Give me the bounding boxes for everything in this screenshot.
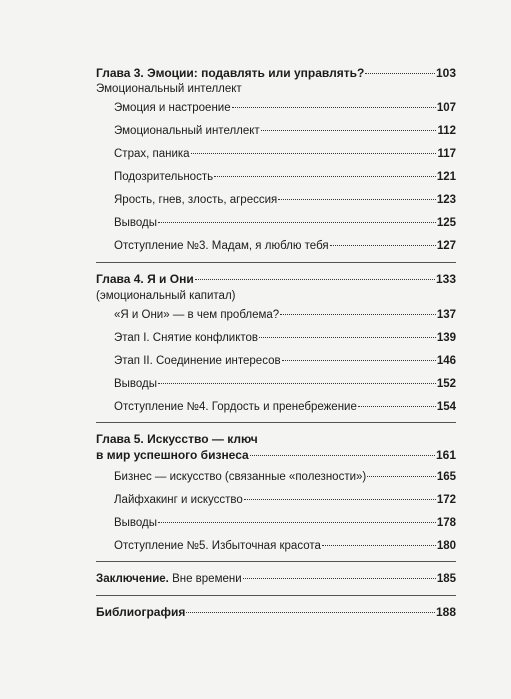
- page-number: 146: [436, 355, 456, 367]
- page-number: 103: [435, 66, 456, 80]
- leader-dots: [358, 406, 436, 407]
- leader-dots: [195, 279, 435, 280]
- page-number: 117: [437, 148, 456, 160]
- leader-dots: [158, 522, 436, 523]
- toc-item: [114, 216, 456, 230]
- toc-item: [114, 354, 456, 368]
- chapter-title: Глава 4. Я и Они: [96, 272, 194, 286]
- leader-dots: [278, 199, 436, 200]
- toc-item-label: Эмоциональный интеллект: [114, 125, 260, 137]
- toc-item: [114, 516, 456, 530]
- toc-item-label: Отступление №4. Гордость и пренебрежение: [114, 401, 357, 413]
- leader-dots: [365, 73, 435, 74]
- toc-item: [114, 193, 456, 207]
- divider: [96, 561, 456, 562]
- toc-chapter-3: [96, 66, 456, 80]
- page-number: 137: [436, 309, 456, 321]
- leader-dots: [244, 499, 436, 500]
- page-number: 185: [436, 573, 456, 585]
- toc-item: [114, 331, 456, 345]
- leader-dots: [282, 360, 436, 361]
- conclusion-bold: Заключение.: [96, 573, 169, 585]
- leader-dots: [367, 476, 436, 477]
- toc-item: [114, 308, 456, 322]
- toc-item-label: Ярость, гнев, злость, агрессия: [114, 194, 278, 206]
- leader-dots: [243, 578, 436, 579]
- chapter-title: Глава 3. Эмоции: подавлять или управлять?: [96, 66, 365, 80]
- toc-item: [114, 470, 456, 484]
- toc-item: [114, 147, 456, 161]
- page-number: 154: [436, 401, 456, 413]
- toc-item: [114, 539, 456, 553]
- toc-item-label: Страх, паника: [114, 148, 190, 160]
- chapter-subtitle: Эмоциональный интеллект: [96, 83, 242, 95]
- toc-item-label: «Я и Они» — в чем проблема?: [114, 309, 280, 321]
- page-number: 127: [436, 240, 456, 252]
- toc-item-label: Отступление №5. Избыточная красота: [114, 540, 321, 552]
- page-number: 178: [436, 517, 456, 529]
- toc-item-label: Отступление №3. Мадам, я люблю тебя: [114, 240, 329, 252]
- leader-dots: [250, 455, 435, 456]
- leader-dots: [191, 153, 437, 154]
- conclusion-rest: Вне времени: [168, 573, 242, 585]
- toc-item-label: Этап I. Снятие конфликтов: [114, 332, 259, 344]
- divider: [96, 262, 456, 263]
- toc-item: [114, 377, 456, 391]
- conclusion-label: [96, 572, 242, 586]
- page-number: 161: [435, 448, 456, 462]
- page-number: 125: [436, 217, 456, 229]
- divider: [96, 422, 456, 423]
- toc-item: [114, 101, 456, 115]
- toc-item-label: Выводы: [114, 378, 158, 390]
- toc-item-label: Эмоция и настроение: [114, 102, 231, 114]
- leader-dots: [232, 107, 436, 108]
- leader-dots: [158, 222, 436, 223]
- toc-item-label: Выводы: [114, 217, 158, 229]
- toc-item-label: Подозрительность: [114, 171, 214, 183]
- toc-item: [114, 170, 456, 184]
- page-number: 180: [436, 540, 456, 552]
- toc-chapter-4: [96, 272, 456, 286]
- leader-dots: [330, 245, 436, 246]
- page-number: 172: [436, 494, 456, 506]
- toc-bibliography: [96, 605, 456, 619]
- toc-conclusion: [96, 572, 456, 586]
- page-number: 123: [436, 194, 456, 206]
- leader-dots: [261, 130, 437, 131]
- page-number: 133: [435, 272, 456, 286]
- page-number: 107: [436, 102, 456, 114]
- toc-item: [114, 400, 456, 414]
- chapter-title-line-2: в мир успешного бизнеса: [96, 448, 249, 462]
- toc-item: [114, 124, 456, 138]
- divider: [96, 595, 456, 596]
- chapter-title-line-1: Глава 5. Искусство — ключ: [96, 432, 258, 446]
- page-number: 152: [436, 378, 456, 390]
- toc-item-label: Выводы: [114, 517, 158, 529]
- toc-item: [114, 239, 456, 253]
- page-number: 121: [436, 171, 456, 183]
- toc-chapter-5: [96, 448, 456, 462]
- page-number: 112: [437, 125, 456, 137]
- chapter-subtitle: (эмоциональный капитал): [96, 290, 236, 302]
- toc-item-label: Этап II. Соединение интересов: [114, 355, 281, 367]
- leader-dots: [259, 337, 436, 338]
- leader-dots: [158, 383, 436, 384]
- bibliography-label: Библиография: [96, 605, 186, 619]
- toc-item-label: Лайфхакинг и искусство: [114, 494, 243, 506]
- toc-item-label: Бизнес — искусство (связанные «полезности»): [114, 471, 367, 483]
- leader-dots: [322, 545, 436, 546]
- page-number: 188: [435, 605, 456, 619]
- leader-dots: [186, 612, 435, 613]
- page-number: 165: [436, 471, 456, 483]
- leader-dots: [280, 314, 436, 315]
- leader-dots: [214, 176, 436, 177]
- toc-item: [114, 493, 456, 507]
- page-number: 139: [436, 332, 456, 344]
